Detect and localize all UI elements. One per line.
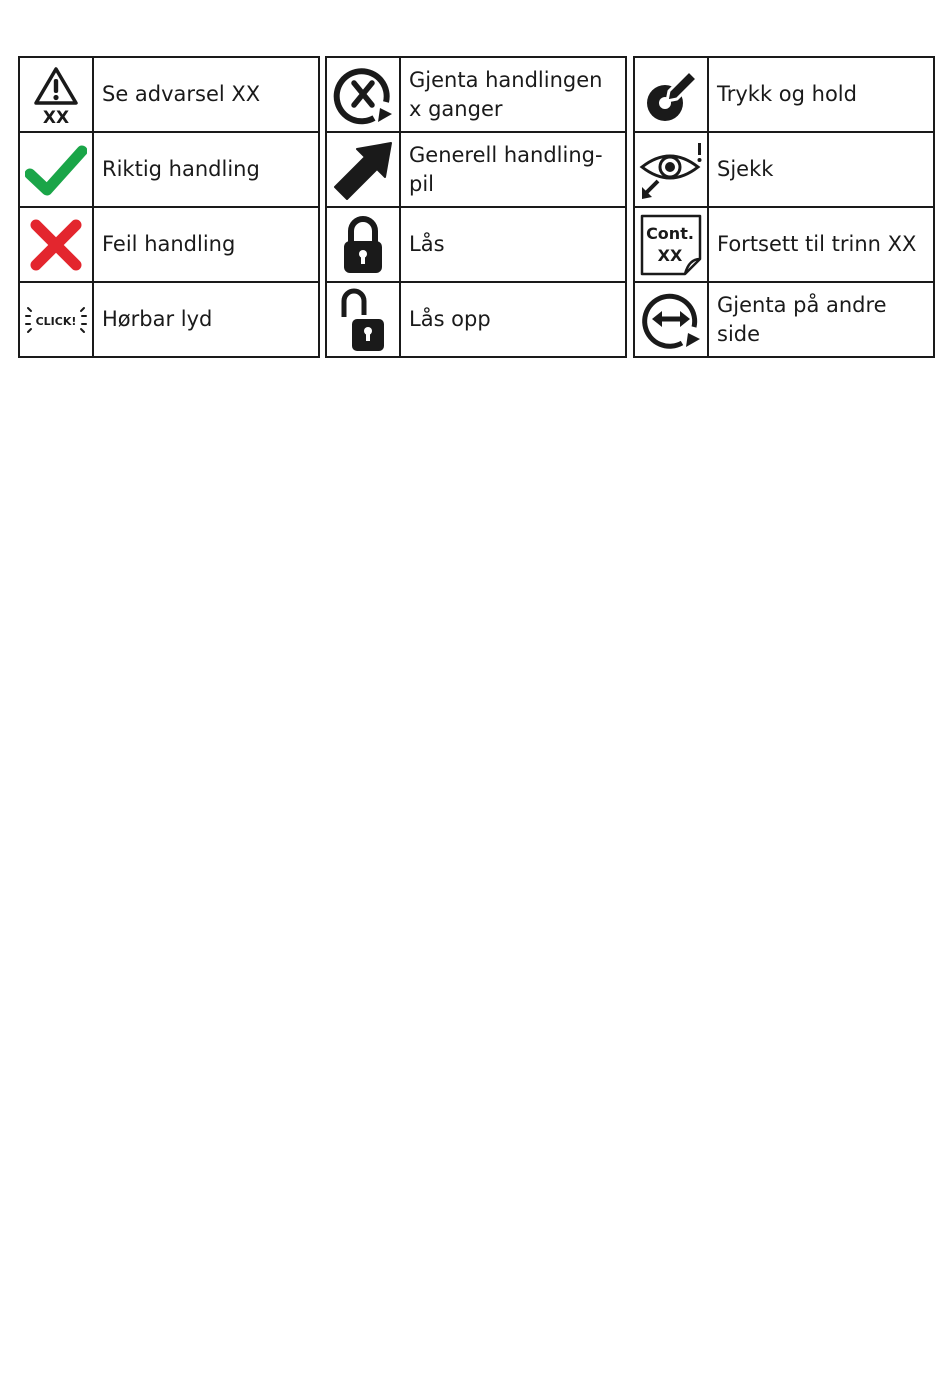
click-sound-icon [19, 282, 93, 357]
legend-row [326, 132, 626, 207]
eye-check-icon [634, 132, 708, 207]
press-hold-icon [634, 57, 708, 132]
legend-label: Trykk og hold [708, 57, 934, 132]
warning-icon-text: XX [42, 107, 70, 125]
legend-label: Generell handling-pil [400, 132, 626, 207]
legend-row [326, 207, 626, 282]
legend-label: Sjekk [708, 132, 934, 207]
legend-row [19, 207, 319, 282]
click-icon-text: CLICK! [35, 314, 77, 328]
cross-mark-icon [19, 207, 93, 282]
legend-row [19, 132, 319, 207]
cont-icon-text: Cont. [646, 223, 694, 243]
legend-row [634, 282, 934, 357]
repeat-x-icon [326, 57, 400, 132]
legend-table-1 [18, 56, 320, 358]
legend-row [634, 207, 934, 282]
legend-row [326, 282, 626, 357]
legend-label: Hørbar lyd [93, 282, 319, 357]
repeat-other-side-icon [634, 282, 708, 357]
legend-row [634, 57, 934, 132]
arrow-icon [326, 132, 400, 207]
continue-page-icon [634, 207, 708, 282]
legend-table-3 [633, 56, 935, 358]
legend-table-2 [325, 56, 627, 358]
legend-row [634, 132, 934, 207]
legend-label: Fortsett til trinn XX [708, 207, 934, 282]
legend-label: Riktig handling [93, 132, 319, 207]
lock-icon [326, 207, 400, 282]
legend-row [326, 57, 626, 132]
legend-label: Gjenta handlingen x ganger [400, 57, 626, 132]
legend-label: Lås opp [400, 282, 626, 357]
legend-label: Feil handling [93, 207, 319, 282]
cont-icon-xx: XX [657, 245, 683, 265]
warning-triangle-icon [19, 57, 93, 132]
legend-label: Gjenta på andre side [708, 282, 934, 357]
legend-row [19, 57, 319, 132]
legend-row [19, 282, 319, 357]
check-mark-icon [19, 132, 93, 207]
legend-label: Lås [400, 207, 626, 282]
legend-label: Se advarsel XX [93, 57, 319, 132]
unlock-icon [326, 282, 400, 357]
